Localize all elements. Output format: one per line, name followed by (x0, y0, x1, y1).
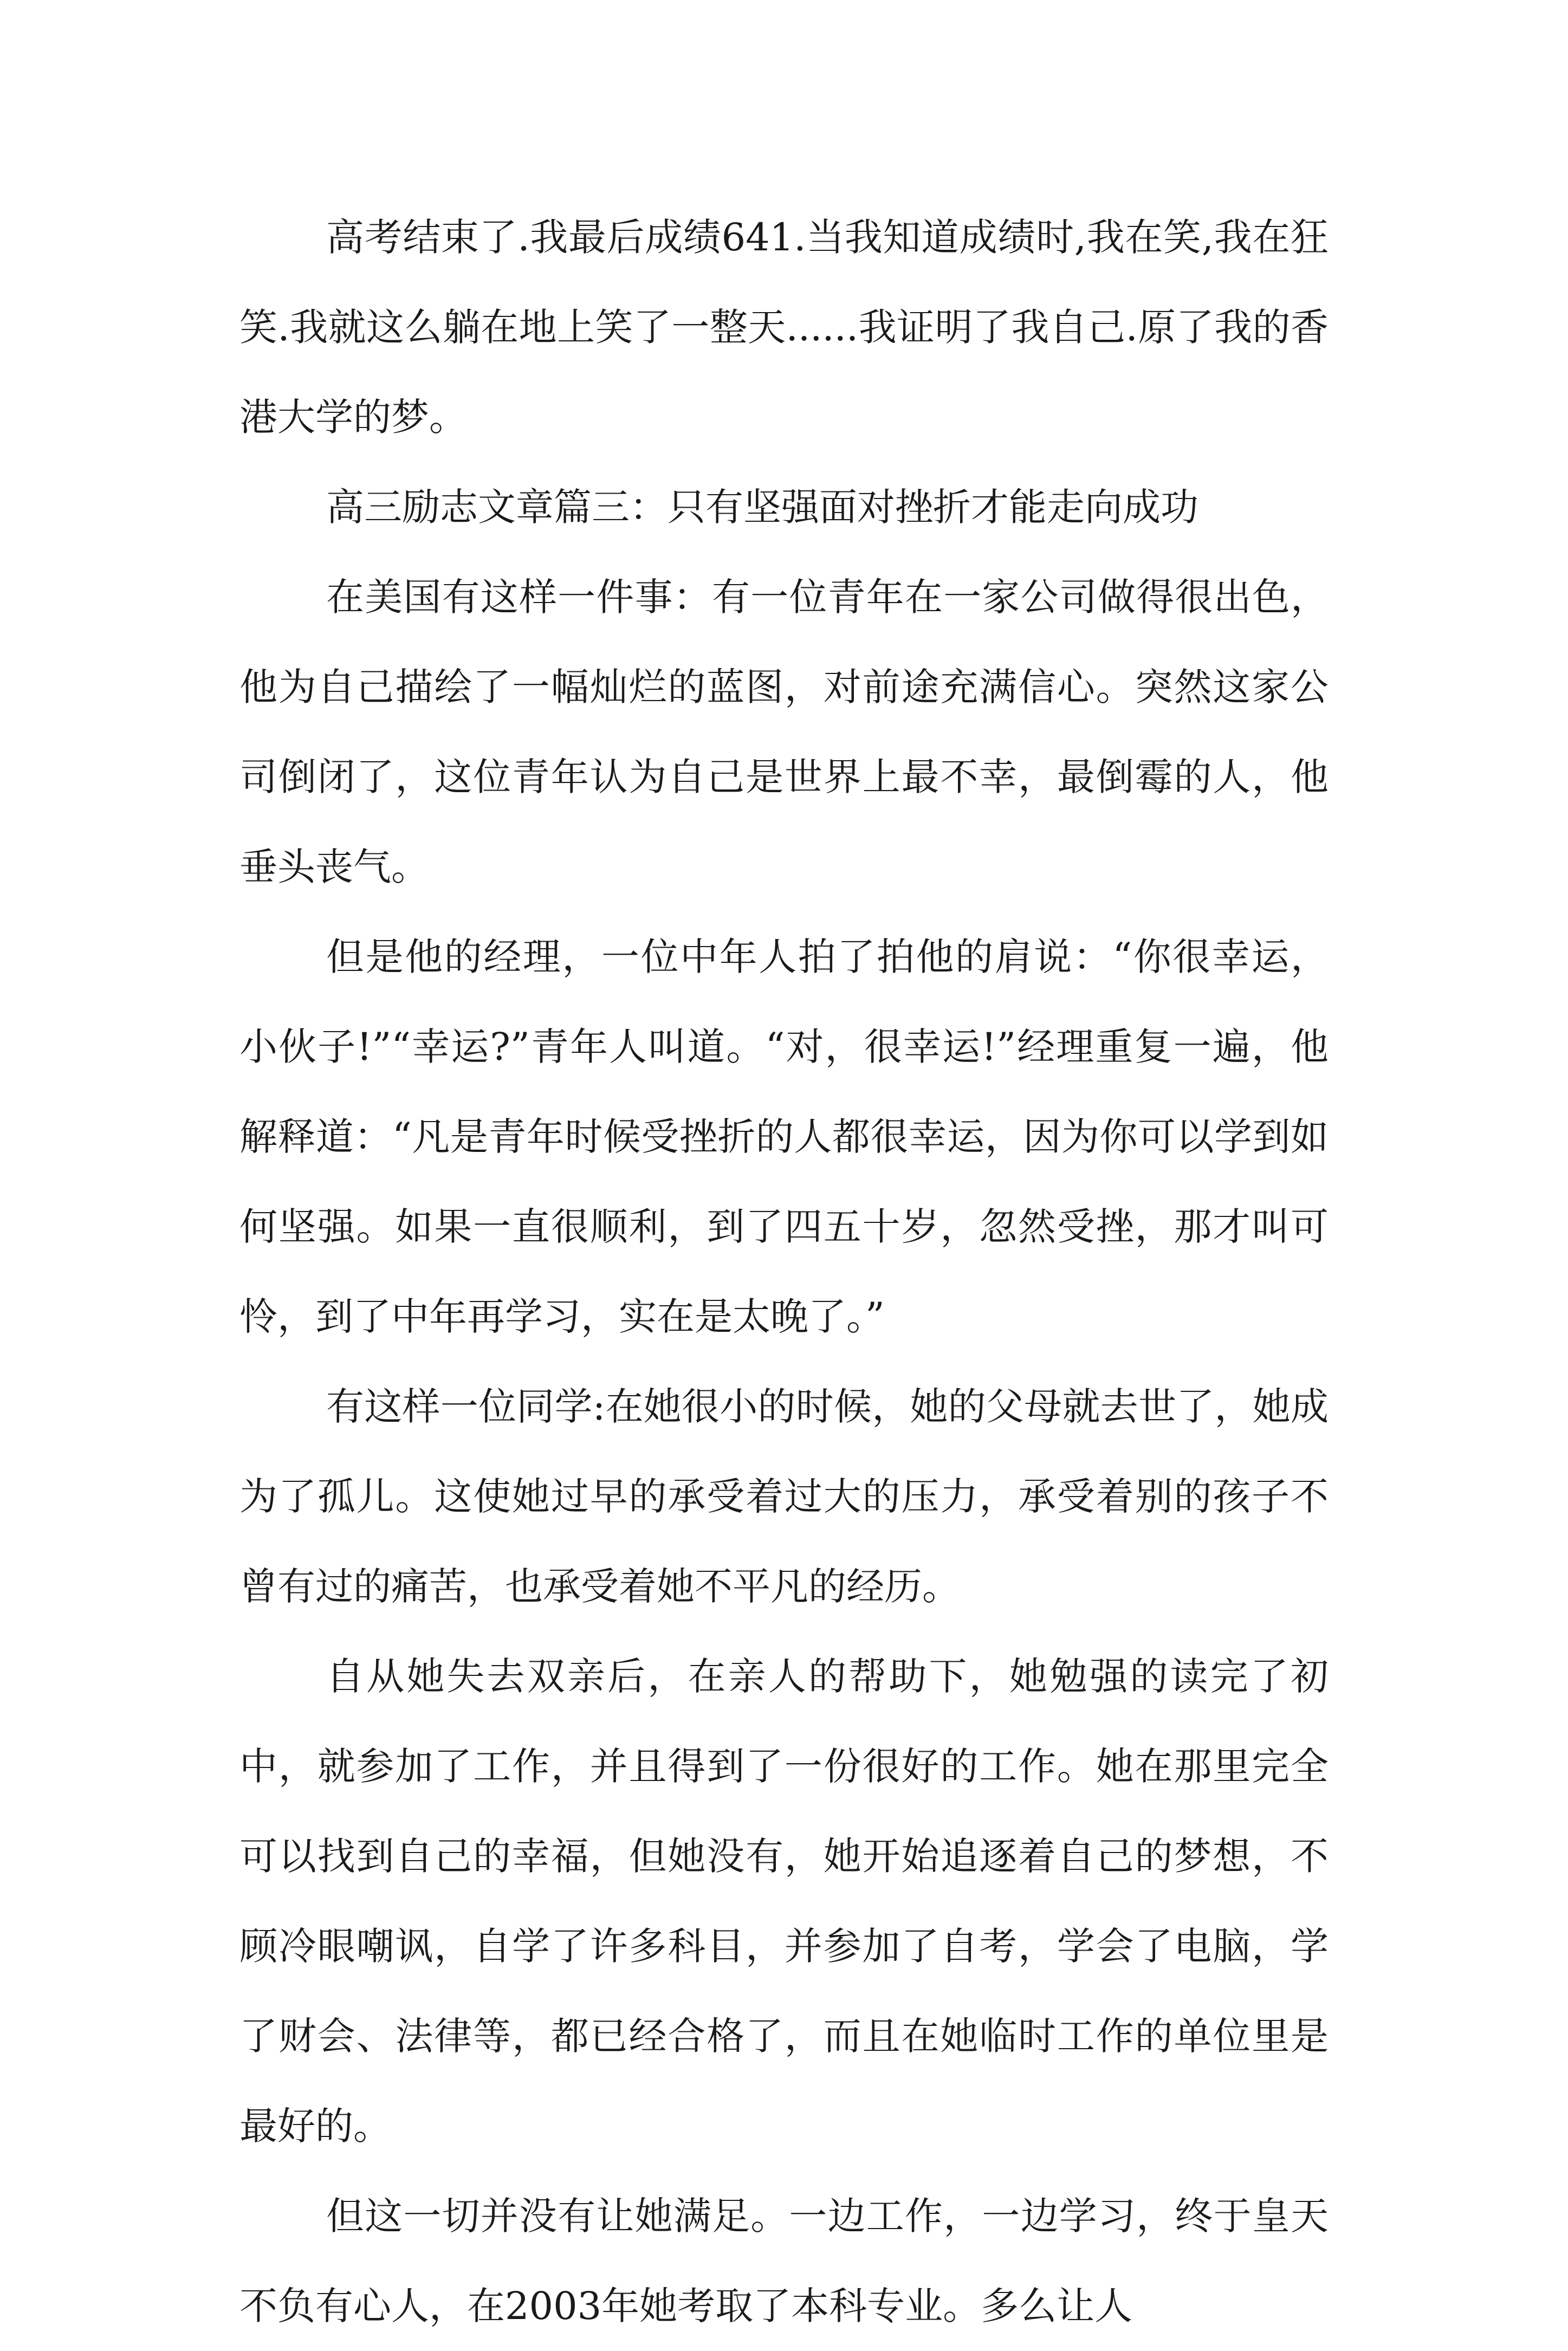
document-body (239, 192, 1329, 2351)
paragraph: 但是他的经理，一位中年人拍了拍他的肩说：“你很幸运，小伙子!”“幸运?”青年人叫道。“对，很幸运!”经理重复一遍，他解释道：“凡是青年时候受挫折的人都很幸运，因为你可以学到如何坚强。如果一直很顺利，到了四五十岁，忽然受挫，那才叫可怜，到了中年再学习，实在是太晚了。” (239, 935, 1329, 1339)
paragraph: 但这一切并没有让她满足。一边工作，一边学习，终于皇天不负有心人，在2003年她考取了本科专业。多么让人 (239, 2194, 1329, 2328)
section-heading: 高三励志文章篇三：只有坚强面对挫折才能走向成功 (326, 485, 1198, 529)
paragraph: 有这样一位同学:在她很小的时候，她的父母就去世了，她成为了孤儿。这使她过早的承受着过大的压力，承受着别的孩子不曾有过的痛苦，也承受着她不平凡的经历。 (239, 1384, 1329, 1609)
paragraph: 自从她失去双亲后，在亲人的帮助下，她勉强的读完了初中，就参加了工作，并且得到了一份很好的工作。她在那里完全可以找到自己的幸福，但她没有，她开始追逐着自己的梦想，不顾冷眼嘲讽，自学了许多科目，并参加了自考，学会了电脑，学了财会、法律等，都已经合格了，而且在她临时工作的单位里是最好的。 (239, 1654, 1329, 2148)
paragraph: 在美国有这样一件事：有一位青年在一家公司做得很出色，他为自己描绘了一幅灿烂的蓝图，对前途充满信心。突然这家公司倒闭了，这位青年认为自己是世界上最不幸，最倒霉的人，他垂头丧气。 (239, 575, 1329, 889)
paragraph: 高考结束了.我最后成绩641.当我知道成绩时,我在笑,我在狂笑.我就这么躺在地上笑了一整天......我证明了我自己.原了我的香港大学的梦。 (239, 215, 1329, 439)
